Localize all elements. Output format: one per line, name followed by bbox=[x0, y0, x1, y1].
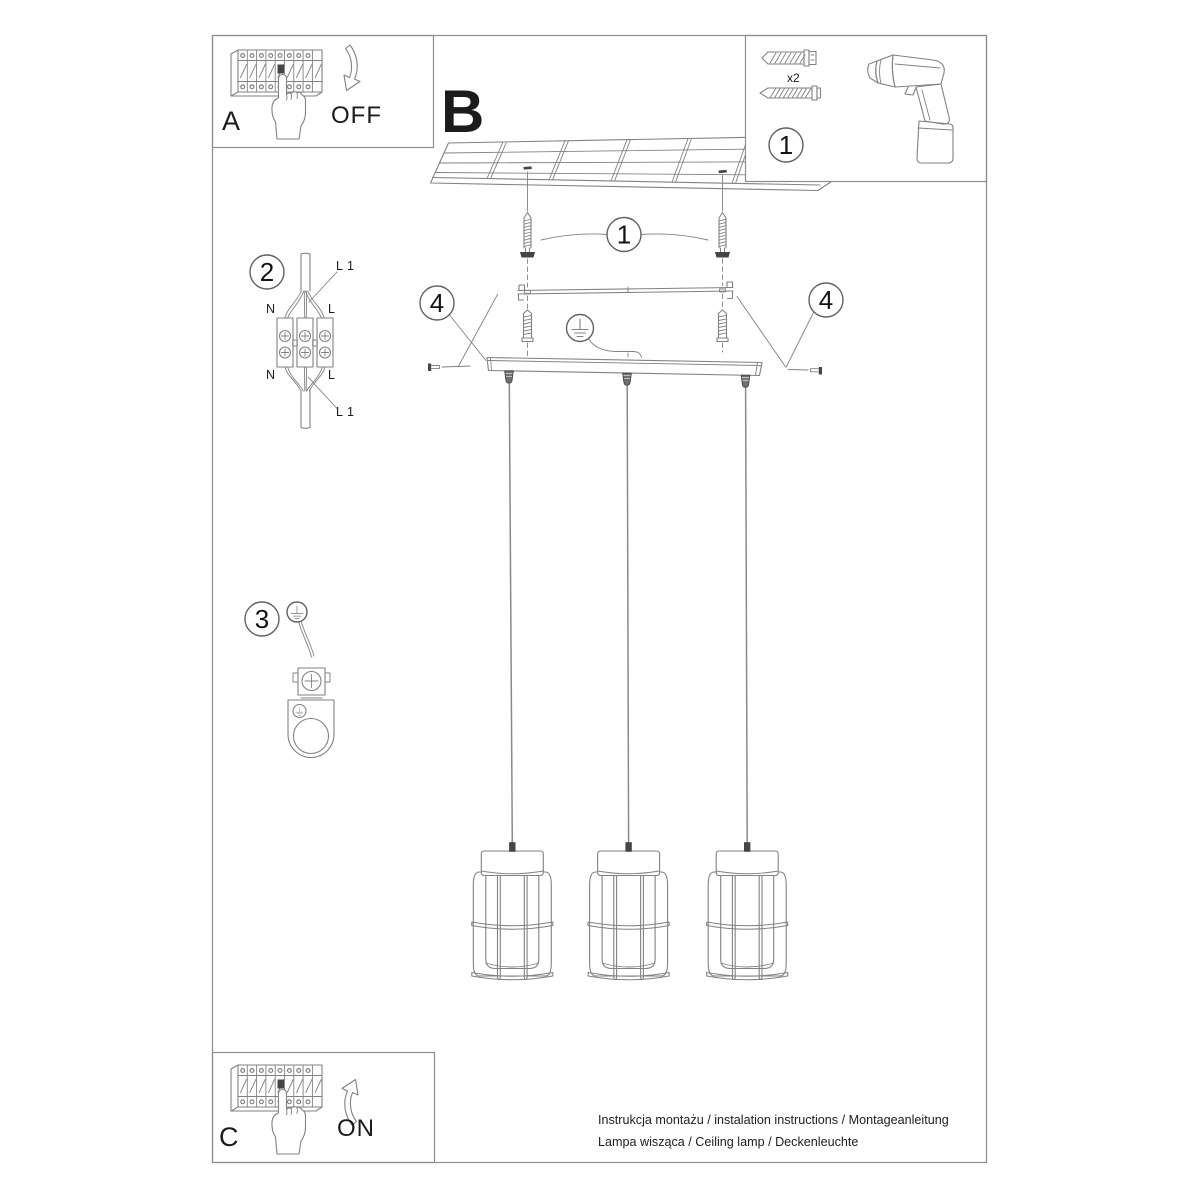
footer-title-line1: Instrukcja montażu / instalation instructions / Montageanleitung bbox=[598, 1113, 949, 1127]
section-c-label: C bbox=[219, 1122, 239, 1152]
callout-3-number: 3 bbox=[254, 604, 270, 634]
callout-4-number: 4 bbox=[429, 288, 445, 318]
wire-label-n-top: N bbox=[266, 302, 276, 316]
callout-2-number: 2 bbox=[259, 257, 275, 287]
ground-clamp-diagram bbox=[245, 602, 334, 757]
anchor-quantity: x2 bbox=[787, 71, 800, 85]
wiring-diagram bbox=[250, 253, 337, 428]
callout-4-number: 4 bbox=[818, 285, 834, 315]
main-diagram bbox=[420, 172, 843, 980]
section-a-label: A bbox=[222, 106, 241, 136]
ground-terminal bbox=[293, 668, 330, 698]
footer-title-line2: Lampa wisząca / Ceiling lamp / Deckenleuchte bbox=[598, 1135, 859, 1149]
callout-1-number: 1 bbox=[778, 130, 794, 160]
breaker-off-label: OFF bbox=[331, 102, 382, 129]
wire-label-l1-bottom: L 1 bbox=[336, 405, 355, 419]
wire-label-l1-top: L 1 bbox=[336, 259, 355, 273]
side-screw-icon bbox=[428, 364, 470, 372]
wire-label-n-bottom: N bbox=[266, 368, 276, 382]
mounting-bracket bbox=[518, 282, 733, 300]
wire-label-l-bottom: L bbox=[328, 368, 336, 382]
wire-label-l-top: L bbox=[328, 302, 336, 316]
drill-hole bbox=[524, 166, 532, 169]
breaker-on-label: ON bbox=[337, 1115, 375, 1142]
lamp-bracket-body bbox=[288, 700, 334, 757]
section-b-label: B bbox=[441, 78, 485, 145]
sheet-border bbox=[213, 36, 987, 1163]
canopy bbox=[487, 353, 762, 376]
callout-1-number: 1 bbox=[616, 219, 632, 250]
curved-arrow-down-icon bbox=[344, 45, 360, 91]
drill-hole bbox=[719, 170, 727, 173]
power-cord bbox=[509, 384, 747, 844]
side-screw-icon bbox=[788, 367, 822, 375]
